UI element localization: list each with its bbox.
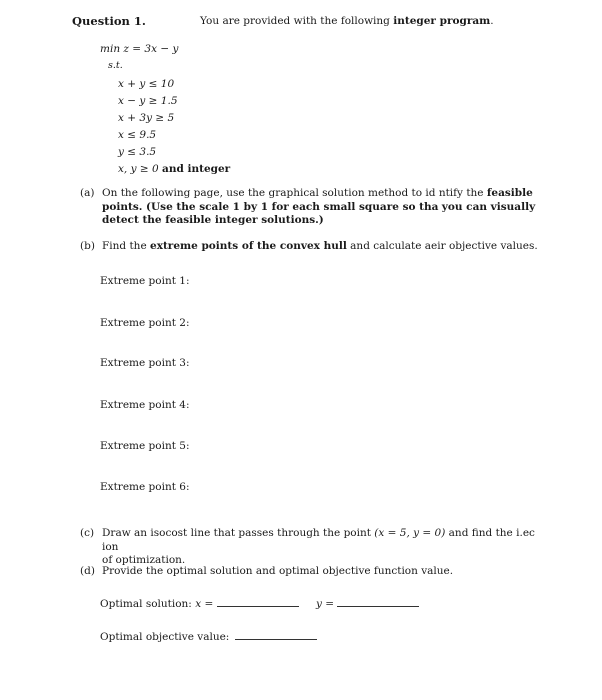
subject-to-label: s.t. xyxy=(108,60,123,71)
part-a-text xyxy=(102,187,538,228)
y-answer-blank[interactable] xyxy=(337,605,419,607)
part-c-line1-suffix-a: and find the xyxy=(448,527,513,539)
optimal-solution-label: Optimal solution: xyxy=(100,598,192,610)
intro-bold: integer program xyxy=(393,15,491,27)
constraint-3: x + 3y ≥ 5 xyxy=(118,112,175,124)
part-c-line1-suffix-b: i.ec xyxy=(516,527,535,539)
part-c-text xyxy=(102,527,538,568)
part-a-line1-bold: feasible xyxy=(486,187,533,199)
part-a-line2-bold1: points. (Use the scale 1 by 1 for each small square so tha xyxy=(102,200,439,213)
question-intro xyxy=(200,15,494,27)
extreme-point-3-label: Extreme point 3: xyxy=(100,357,190,369)
part-a-line1-prefix: On the following page, use the graphical solution method to id xyxy=(102,187,436,199)
part-a-line3-bold: detect the feasible integer solutions.) xyxy=(102,214,324,226)
optimal-value-row xyxy=(100,631,317,643)
part-d-text: Provide the optimal solution and optimal objective function value. xyxy=(102,565,454,577)
part-a-line1-mid: ntify the xyxy=(438,187,484,199)
y-equals-label: y = xyxy=(315,598,335,610)
extreme-point-4-label: Extreme point 4: xyxy=(100,399,190,411)
nonnegativity-constraint xyxy=(118,163,230,175)
question-title: Question 1. xyxy=(72,14,146,28)
part-b-suffix-b: aeir objective values. xyxy=(424,240,538,252)
part-b-bold: extreme points of the convex hull xyxy=(150,240,347,252)
part-c-line1-prefix: Draw an isocost line that passes through the point xyxy=(102,527,371,539)
part-c-line2: of optimization. xyxy=(102,554,186,566)
constraint-5: y ≤ 3.5 xyxy=(118,146,157,158)
x-equals-label: x = xyxy=(195,598,214,610)
part-b xyxy=(80,240,540,254)
part-c-label: (c) xyxy=(80,527,95,539)
optimal-value-blank[interactable] xyxy=(235,638,317,640)
nonneg-expression: x, y ≥ 0 xyxy=(118,163,159,175)
part-a-label: (a) xyxy=(80,187,95,199)
part-c-point: (x = 5, y = 0) xyxy=(374,527,446,539)
part-a-line2-bold2: you can visually xyxy=(441,200,536,213)
intro-prefix: You are provided with the following xyxy=(200,15,390,27)
part-d-label: (d) xyxy=(80,565,95,577)
extreme-point-6-label: Extreme point 6: xyxy=(100,481,190,493)
intro-suffix: . xyxy=(490,15,494,27)
part-a xyxy=(80,187,540,229)
constraint-1: x + y ≤ 10 xyxy=(118,78,175,90)
part-b-suffix-a: and calculate xyxy=(350,240,422,252)
optimal-value-label: Optimal objective value: xyxy=(100,631,230,643)
objective-function: min z = 3x − y xyxy=(100,43,179,55)
extreme-point-2-label: Extreme point 2: xyxy=(100,317,190,329)
x-answer-blank[interactable] xyxy=(217,605,299,607)
part-c xyxy=(80,527,540,566)
part-d xyxy=(80,565,540,579)
optimal-solution-row xyxy=(100,598,419,610)
part-c-line1-suffix-c: ion xyxy=(102,540,119,553)
extreme-point-1-label: Extreme point 1: xyxy=(100,275,190,287)
constraint-2: x − y ≥ 1.5 xyxy=(118,95,178,107)
part-b-prefix: Find the xyxy=(102,240,147,252)
nonneg-integer-label: and integer xyxy=(162,163,231,175)
extreme-point-5-label: Extreme point 5: xyxy=(100,440,190,452)
part-b-text xyxy=(102,240,538,254)
constraint-4: x ≤ 9.5 xyxy=(118,129,157,141)
part-b-label: (b) xyxy=(80,240,95,252)
